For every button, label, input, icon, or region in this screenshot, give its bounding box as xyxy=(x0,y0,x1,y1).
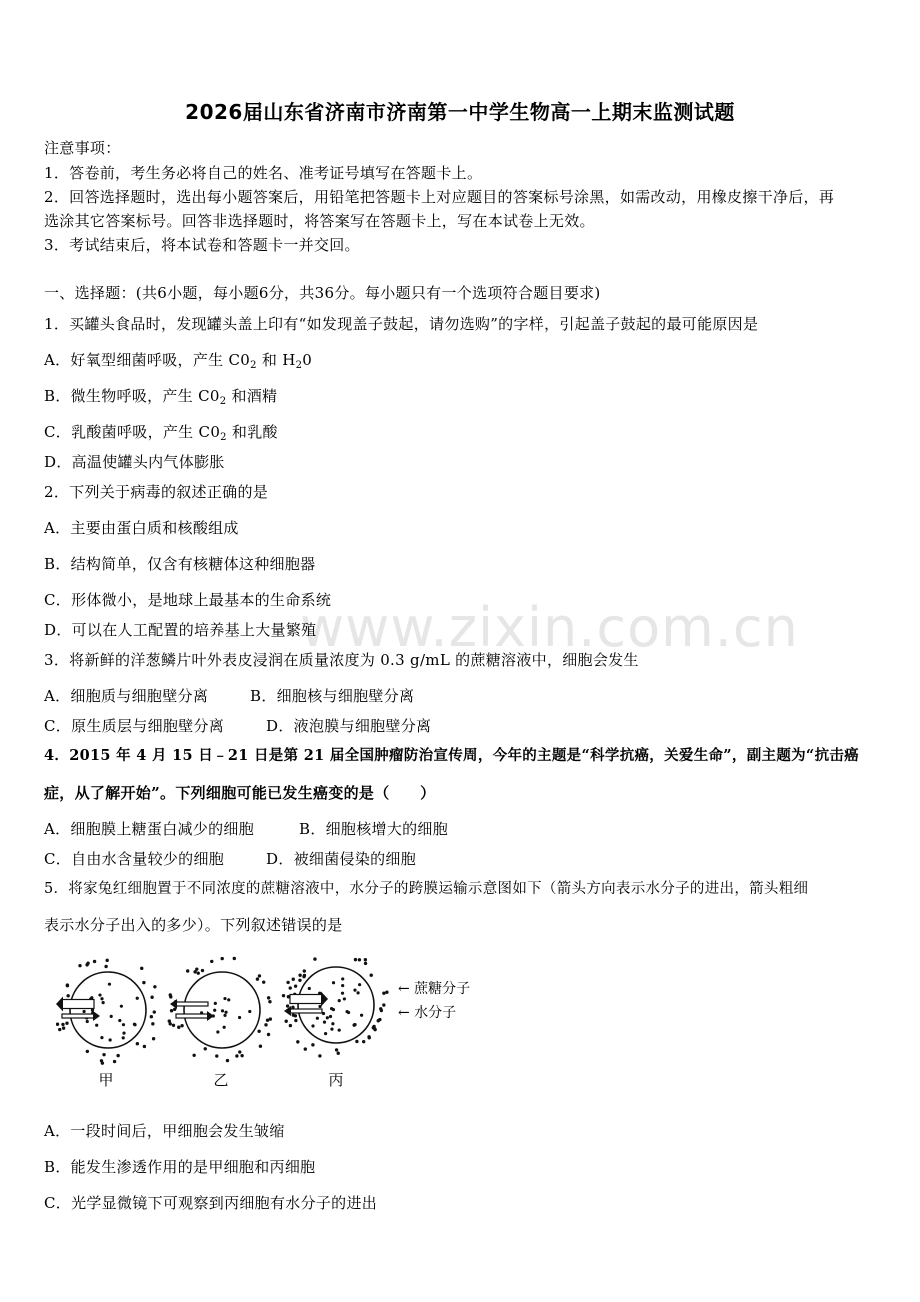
sucrose-molecule-dot xyxy=(267,1033,270,1036)
note-item: 1．答卷前，考生务必将自己的姓名、准考证号填写在答题卡上。 xyxy=(44,164,483,182)
sucrose-molecule-dot xyxy=(151,1022,154,1025)
sucrose-molecule-dot xyxy=(257,1030,260,1033)
sucrose-molecule-dot xyxy=(268,1000,271,1003)
sucrose-molecule-dot xyxy=(294,984,297,987)
notes-heading: 注意事项： xyxy=(44,139,121,157)
sucrose-molecule-dot xyxy=(332,981,335,984)
sucrose-molecule-dot xyxy=(259,1045,262,1048)
sucrose-molecule-dot xyxy=(86,962,89,965)
question-3-option-b: B．细胞核与细胞壁分离 xyxy=(250,687,415,705)
water-arrow-head xyxy=(170,999,177,1009)
sucrose-molecule-dot xyxy=(86,1050,89,1053)
sucrose-molecule-dot xyxy=(227,998,230,1001)
question-2-option-a: A．主要由蛋白质和核酸组成 xyxy=(44,519,239,537)
sucrose-molecule-dot xyxy=(98,993,101,996)
sucrose-molecule-dot xyxy=(337,1052,340,1055)
question-1-option-d: D．高温使罐头内气体膨胀 xyxy=(44,453,225,471)
sucrose-molecule-dot xyxy=(192,1054,195,1057)
cell-label-jia: 甲 xyxy=(98,1071,114,1089)
question-5-option-a: A．一段时间后，甲细胞会发生皱缩 xyxy=(44,1122,285,1140)
question-3-option-d: D．液泡膜与细胞壁分离 xyxy=(266,717,432,735)
question-3-option-a: A．细胞质与细胞壁分离 xyxy=(44,687,209,705)
sucrose-molecule-dot xyxy=(356,991,359,994)
sucrose-molecule-dot xyxy=(262,980,265,983)
sucrose-molecule-dot xyxy=(298,979,301,982)
sucrose-molecule-dot xyxy=(136,1042,139,1045)
sucrose-molecule-dot xyxy=(248,1010,251,1013)
question-5-stem-line-1: 5．将家兔红细胞置于不同浓度的蔗糖溶液中，水分子的跨膜运输示意图如下（箭头方向表示水分子的进出，箭头粗细 xyxy=(44,881,809,897)
sucrose-molecule-dot xyxy=(238,1050,241,1053)
legend-sucrose-molecule: ← 蔗糖分子 xyxy=(398,981,471,997)
sucrose-molecule-dot xyxy=(66,983,69,986)
legend-water-molecule: ← 水分子 xyxy=(398,1005,457,1021)
question-1-option-c xyxy=(44,422,278,442)
question-3-stem: 3．将新鲜的洋葱鳞片叶外表皮浸润在质量浓度为 0.3 g/mL 的蔗糖溶液中，细胞会发生 xyxy=(44,651,639,669)
question-4-option-b: B．细胞核增大的细胞 xyxy=(299,820,449,838)
sucrose-molecule-dot xyxy=(289,986,292,989)
subscript: 2 xyxy=(295,360,303,371)
sucrose-molecule-dot xyxy=(298,974,301,977)
option-text: 和 H xyxy=(256,351,296,369)
question-3-options-ab xyxy=(44,686,414,706)
sucrose-molecule-dot xyxy=(353,1023,356,1026)
sucrose-molecule-dot xyxy=(338,999,341,1002)
osmosis-diagram xyxy=(56,955,496,1090)
sucrose-molecule-dot xyxy=(210,960,213,963)
sucrose-molecule-dot xyxy=(372,1025,375,1028)
question-4-stem-line-1: 4．2015 年 4 月 15 日﹣21 日是第 21 届全国肿瘤防治宣传周，今年的主题是“科学抗癌，关爱生命”，副主题为“抗击癌 xyxy=(44,747,859,764)
sucrose-molecule-dot xyxy=(101,1061,104,1064)
sucrose-molecule-dot xyxy=(226,1059,229,1062)
sucrose-molecule-dot xyxy=(330,1028,333,1031)
sucrose-molecule-dot xyxy=(358,983,361,986)
sucrose-molecule-dot xyxy=(364,962,367,965)
sucrose-molecule-dot xyxy=(186,969,189,972)
sucrose-molecule-dot xyxy=(93,960,96,963)
sucrose-molecule-dot xyxy=(140,967,143,970)
sucrose-molecule-dot xyxy=(233,957,236,960)
sucrose-molecule-dot xyxy=(338,1029,341,1032)
cell-membrane xyxy=(298,967,374,1043)
question-1-stem: 1．买罐头食品时，发现罐头盖上印有“如发现盖子鼓起，请勿选购”的字样，引起盖子鼓起的最可能原因是 xyxy=(44,315,759,333)
water-arrow-shaft xyxy=(176,1014,208,1018)
water-arrow-shaft xyxy=(62,1000,94,1009)
sucrose-molecule-dot xyxy=(292,977,295,980)
sucrose-molecule-dot xyxy=(113,1060,116,1063)
water-arrow-shaft xyxy=(176,1002,208,1006)
sucrose-molecule-dot xyxy=(78,964,81,967)
sucrose-molecule-dot xyxy=(324,1032,327,1035)
sucrose-molecule-dot xyxy=(110,1015,113,1018)
subscript: 2 xyxy=(219,396,227,407)
sucrose-molecule-dot xyxy=(294,1019,297,1022)
sucrose-molecule-dot xyxy=(224,1011,227,1014)
sucrose-molecule-dot xyxy=(58,1028,61,1031)
water-arrow-shaft xyxy=(290,1009,322,1013)
sucrose-molecule-dot xyxy=(172,1024,175,1027)
question-2-option-d: D．可以在人工配置的培养基上大量繁殖 xyxy=(44,621,317,639)
sucrose-molecule-dot xyxy=(316,1017,319,1020)
sucrose-molecule-dot xyxy=(221,957,224,960)
sucrose-molecule-dot xyxy=(122,1036,125,1039)
sucrose-molecule-dot xyxy=(296,1040,299,1043)
subscript: 2 xyxy=(250,360,257,371)
sucrose-molecule-dot xyxy=(177,1026,180,1029)
cell-label-yi: 乙 xyxy=(213,1071,229,1089)
sucrose-molecule-dot xyxy=(153,1010,156,1013)
sucrose-molecule-dot xyxy=(118,1019,121,1022)
question-4-options-ab xyxy=(44,819,448,839)
note-item: 2．回答选择题时，选出每小题答案后，用铅笔把答题卡上对应题目的答案标号涂黑，如需改动，用橡皮擦干净后，再 xyxy=(44,188,835,206)
question-5-option-c: C．光学显微镜下可观察到丙细胞有水分子的进出 xyxy=(44,1194,378,1212)
option-text: B．微生物呼吸，产生 C0 xyxy=(44,387,220,405)
sucrose-molecule-dot xyxy=(201,969,204,972)
water-arrow-head xyxy=(207,1011,214,1021)
sucrose-molecule-dot xyxy=(221,1009,224,1012)
cell-membrane xyxy=(70,972,146,1048)
sucrose-molecule-dot xyxy=(133,1023,136,1026)
sucrose-molecule-dot xyxy=(62,1026,65,1029)
question-5-option-b: B．能发生渗透作用的是甲细胞和丙细胞 xyxy=(44,1158,316,1176)
question-3-options-cd xyxy=(44,716,431,736)
sucrose-molecule-dot xyxy=(197,971,200,974)
sucrose-molecule-dot xyxy=(377,1019,380,1022)
sucrose-molecule-dot xyxy=(311,1043,314,1046)
sucrose-molecule-dot xyxy=(61,1023,64,1026)
option-text: 和乳酸 xyxy=(226,423,278,441)
sucrose-molecule-dot xyxy=(109,1038,112,1041)
sucrose-molecule-dot xyxy=(294,1014,297,1017)
question-1-option-b xyxy=(44,386,277,406)
sucrose-molecule-dot xyxy=(108,983,111,986)
sucrose-molecule-dot xyxy=(302,975,305,978)
question-5-stem-line-2: 表示水分子出入的多少）。下列叙述错误的是 xyxy=(44,916,343,934)
option-text: C．乳酸菌呼吸，产生 C0 xyxy=(44,423,221,441)
sucrose-molecule-dot xyxy=(331,1022,334,1025)
sucrose-molecule-dot xyxy=(238,1016,241,1019)
sucrose-molecule-dot xyxy=(362,1040,365,1043)
sucrose-molecule-dot xyxy=(335,1048,338,1051)
sucrose-molecule-dot xyxy=(143,1045,146,1048)
sucrose-molecule-dot xyxy=(56,1023,59,1026)
sucrose-molecule-dot xyxy=(235,1054,238,1057)
sucrose-molecule-dot xyxy=(102,1001,105,1004)
sucrose-molecule-dot xyxy=(308,987,311,990)
sucrose-molecule-dot xyxy=(311,1024,314,1027)
sucrose-molecule-dot xyxy=(266,1019,269,1022)
sucrose-molecule-dot xyxy=(358,958,361,961)
sucrose-molecule-dot xyxy=(82,1010,85,1013)
sucrose-molecule-dot xyxy=(318,1054,321,1057)
sucrose-molecule-dot xyxy=(364,958,367,961)
note-item: 选涂其它答案标号。回答非选择题时，将答案写在答题卡上，写在本试卷上无效。 xyxy=(44,212,595,230)
sucrose-molecule-dot xyxy=(341,984,344,987)
question-2-option-b: B．结构简单，仅含有核糖体这种细胞器 xyxy=(44,555,316,573)
sucrose-molecule-dot xyxy=(330,1007,333,1010)
sucrose-molecule-dot xyxy=(367,1035,370,1038)
sucrose-molecule-dot xyxy=(353,989,356,992)
sucrose-molecule-dot xyxy=(256,977,259,980)
sucrose-molecule-dot xyxy=(373,1028,376,1031)
sucrose-molecule-dot xyxy=(341,992,344,995)
sucrose-molecule-dot xyxy=(355,1040,358,1043)
sucrose-molecule-dot xyxy=(100,1036,103,1039)
sucrose-molecule-dot xyxy=(204,1047,207,1050)
sucrose-molecule-dot xyxy=(215,1054,218,1057)
question-4-option-d: D．被细菌侵染的细胞 xyxy=(266,850,417,868)
sucrose-molecule-dot xyxy=(326,1016,329,1019)
sucrose-molecule-dot xyxy=(105,959,108,962)
question-4-stem-line-2: 症，从了解开始”。下列细胞可能已发生癌变的是（ ） xyxy=(44,784,436,802)
sucrose-molecule-dot xyxy=(168,1019,171,1022)
page-title: 2026届山东省济南市济南第一中学生物高一上期末监测试题 xyxy=(185,100,735,124)
sucrose-molecule-dot xyxy=(379,1007,382,1010)
sucrose-molecule-dot xyxy=(216,1030,219,1033)
subscript: 2 xyxy=(220,432,227,443)
sucrose-molecule-dot xyxy=(102,1053,105,1056)
cell-label-bing: 丙 xyxy=(328,1071,344,1089)
sucrose-molecule-dot xyxy=(343,997,346,1000)
sucrose-molecule-dot xyxy=(323,1021,326,1024)
sucrose-molecule-dot xyxy=(341,977,344,980)
sucrose-molecule-dot xyxy=(360,1014,363,1017)
sucrose-molecule-dot xyxy=(66,994,69,997)
sucrose-molecule-dot xyxy=(150,996,153,999)
sucrose-molecule-dot xyxy=(65,1022,68,1025)
sucrose-molecule-dot xyxy=(214,1002,217,1005)
sucrose-molecule-dot xyxy=(223,997,226,1000)
sucrose-molecule-dot xyxy=(223,1026,226,1029)
sucrose-molecule-dot xyxy=(382,1003,385,1006)
watermark: www.zixin.com.cn xyxy=(300,596,799,659)
question-4-option-a: A．细胞膜上糖蛋白减少的细胞 xyxy=(44,820,255,838)
sucrose-molecule-dot xyxy=(150,1015,153,1018)
sucrose-molecule-dot xyxy=(122,1032,125,1035)
sucrose-molecule-dot xyxy=(347,1011,350,1014)
question-1-option-a xyxy=(44,350,312,370)
sucrose-molecule-dot xyxy=(169,993,172,996)
sucrose-molecule-dot xyxy=(223,1014,226,1017)
sucrose-molecule-dot xyxy=(193,970,196,973)
option-text: 0 xyxy=(302,351,313,369)
water-arrow-head xyxy=(56,997,63,1012)
section-heading: 一、选择题：(共6小题，每小题6分，共36分。每小题只有一个选项符合题目要求) xyxy=(44,284,601,302)
sucrose-molecule-dot xyxy=(120,1005,123,1008)
sucrose-molecule-dot xyxy=(267,996,270,999)
water-arrow-head xyxy=(93,1011,100,1021)
sucrose-molecule-dot xyxy=(180,1024,183,1027)
water-arrow-head xyxy=(321,992,328,1007)
sucrose-molecule-dot xyxy=(95,1024,98,1027)
sucrose-molecule-dot xyxy=(313,957,316,960)
sucrose-molecule-dot xyxy=(86,1020,89,1023)
sucrose-molecule-dot xyxy=(382,992,385,995)
sucrose-molecule-dot xyxy=(100,997,103,1000)
note-item: 3．考试结束后，将本试卷和答题卡一并交回。 xyxy=(44,236,360,254)
sucrose-molecule-dot xyxy=(122,1023,125,1026)
sucrose-molecule-dot xyxy=(258,974,261,977)
sucrose-molecule-dot xyxy=(370,974,373,977)
sucrose-molecule-dot xyxy=(303,969,306,972)
water-arrow-shaft xyxy=(62,1014,94,1018)
sucrose-molecule-dot xyxy=(116,1054,119,1057)
sucrose-molecule-dot xyxy=(286,1004,289,1007)
question-2-stem: 2．下列关于病毒的叙述正确的是 xyxy=(44,483,269,501)
sucrose-molecule-dot xyxy=(240,1054,243,1057)
sucrose-molecule-dot xyxy=(329,1015,332,1018)
sucrose-molecule-dot xyxy=(136,997,139,1000)
water-arrow-shaft xyxy=(290,995,322,1004)
sucrose-molecule-dot xyxy=(152,1037,155,1040)
question-3-option-c: C．原生质层与细胞壁分离 xyxy=(44,717,225,735)
option-text: 和酒精 xyxy=(226,387,278,405)
sucrose-molecule-dot xyxy=(264,1023,267,1026)
question-4-option-c: C．自由水含量较少的细胞 xyxy=(44,850,225,868)
sucrose-molecule-dot xyxy=(90,996,93,999)
sucrose-molecule-dot xyxy=(104,965,107,968)
sucrose-molecule-dot xyxy=(285,1020,288,1023)
sucrose-molecule-dot xyxy=(354,958,357,961)
question-4-options-cd xyxy=(44,849,416,869)
sucrose-molecule-dot xyxy=(304,1047,307,1050)
sucrose-molecule-dot xyxy=(142,981,145,984)
question-2-option-c: C．形体微小，是地球上最基本的生命系统 xyxy=(44,591,332,609)
sucrose-molecule-dot xyxy=(286,981,289,984)
sucrose-molecule-dot xyxy=(153,985,156,988)
sucrose-molecule-dot xyxy=(289,1024,292,1027)
sucrose-molecule-dot xyxy=(282,994,285,997)
option-text: A．好氧型细菌呼吸，产生 C0 xyxy=(44,351,251,369)
sucrose-molecule-dot xyxy=(170,1009,173,1012)
sucrose-molecule-dot xyxy=(213,1009,216,1012)
sucrose-molecule-dot xyxy=(385,991,388,994)
